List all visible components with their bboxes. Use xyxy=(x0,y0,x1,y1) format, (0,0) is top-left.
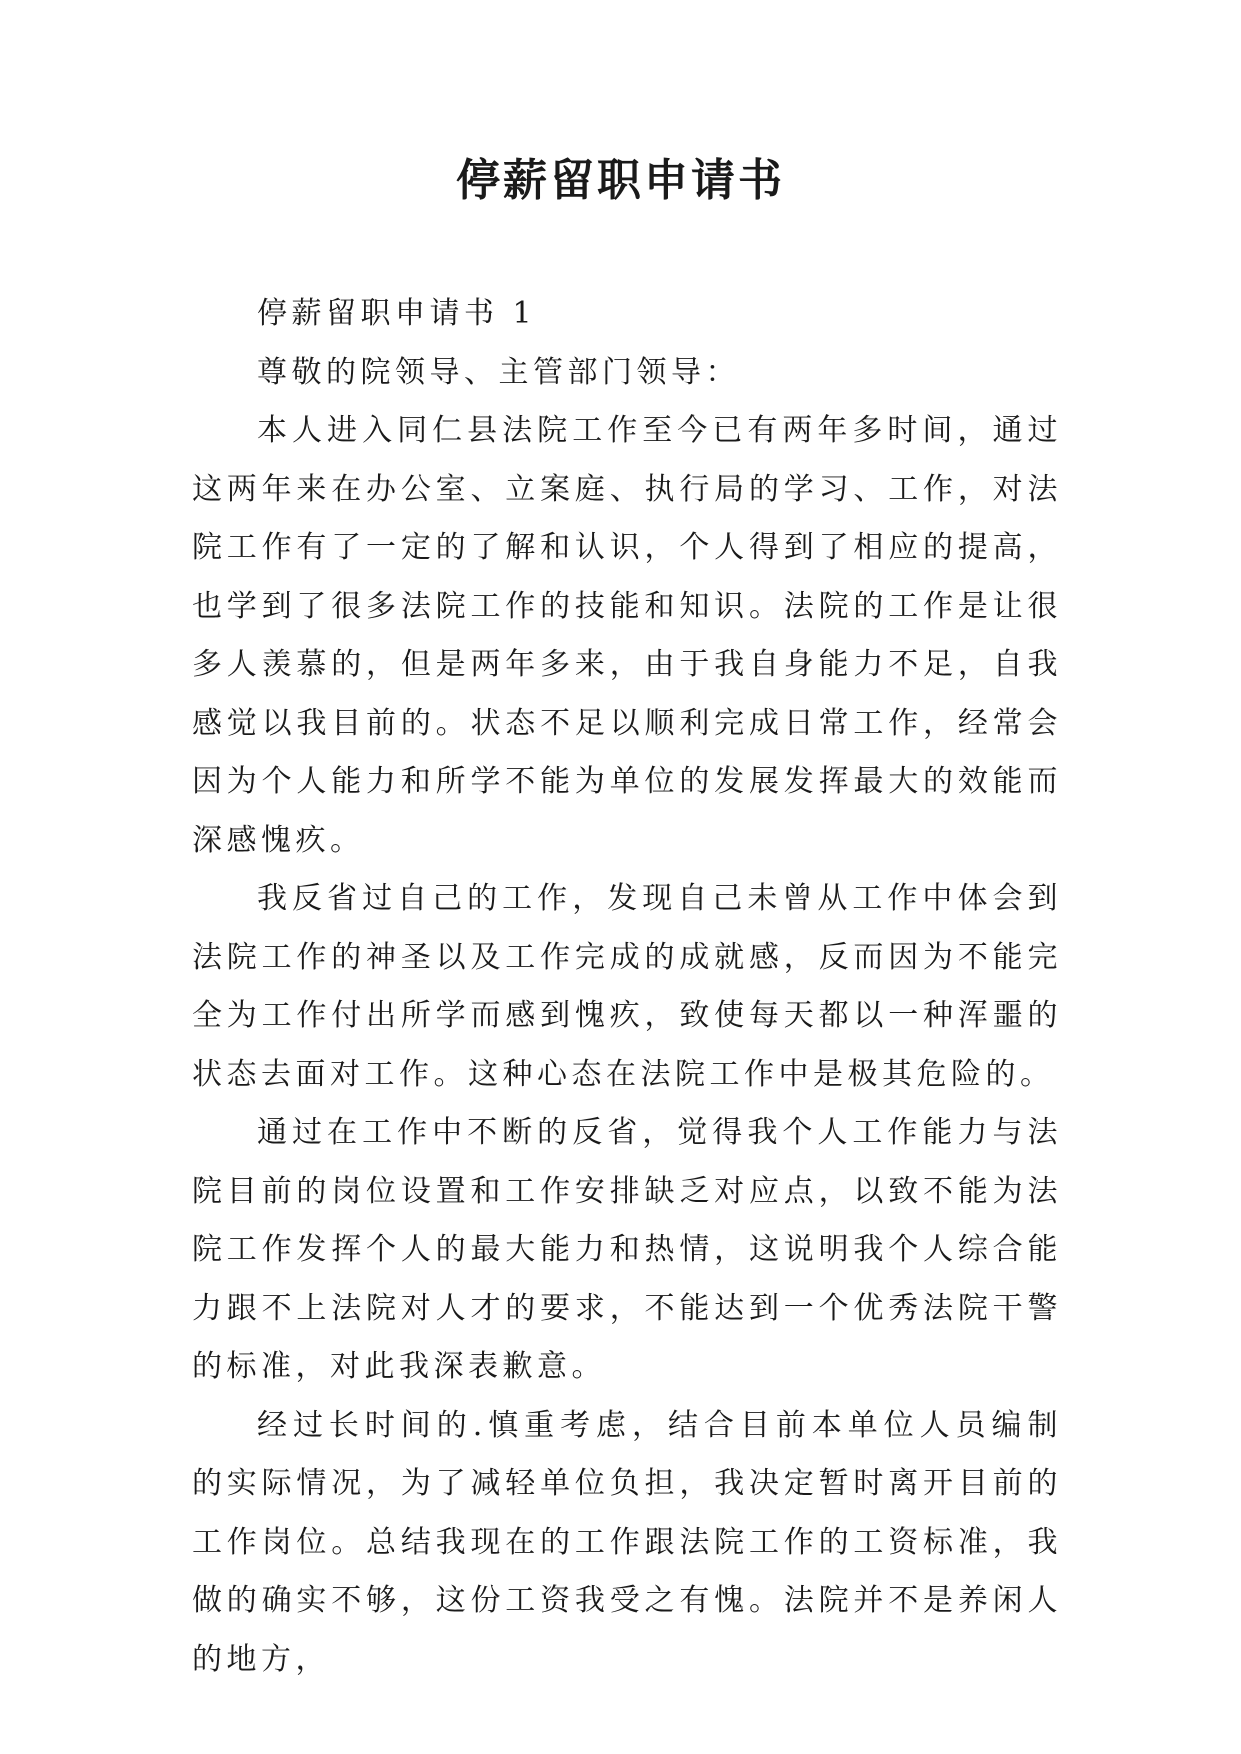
paragraph-2: 我反省过自己的工作，发现自己未曾从工作中体会到法院工作的神圣以及工作完成的成就感，反而因为不能完全为工作付出所学而感到愧疚，致使每天都以一种浑噩的状态去面对工作。这种心态在法院工作中是极其危险的。 xyxy=(192,881,1062,1092)
paragraph-3: 通过在工作中不断的反省，觉得我个人工作能力与法院目前的岗位设置和工作安排缺乏对应点，以致不能为法院工作发挥个人的最大能力和热情，这说明我个人综合能力跟不上法院对人才的要求，不能达到一个优秀法院干警的标准，对此我深表歉意。 xyxy=(192,1115,1062,1384)
document-title: 停薪留职申请书 xyxy=(456,155,785,206)
section-heading: 停薪留职申请书 1 xyxy=(257,296,537,331)
document-body xyxy=(192,285,1062,1689)
salutation: 尊敬的院领导、主管部门领导： xyxy=(257,354,740,390)
paragraph-4: 经过长时间的.慎重考虑，结合目前本单位人员编制的实际情况，为了减轻单位负担，我决定暂时离开目前的工作岗位。总结我现在的工作跟法院工作的工资标准，我做的确实不够，这份工资我受之有愧。法院并不是养闲人的地方， xyxy=(192,1407,1062,1677)
paragraph-1: 本人进入同仁县法院工作至今已有两年多时间，通过这两年来在办公室、立案庭、执行局的学习、工作，对法院工作有了一定的了解和认识，个人得到了相应的提高，也学到了很多法院工作的技能和知识。法院的工作是让很多人羡慕的，但是两年多来，由于我自身能力不足，自我感觉以我目前的。状态不足以顺利完成日常工作，经常会因为个人能力和所学不能为单位的发展发挥最大的效能而深感愧疚。 xyxy=(192,413,1062,858)
